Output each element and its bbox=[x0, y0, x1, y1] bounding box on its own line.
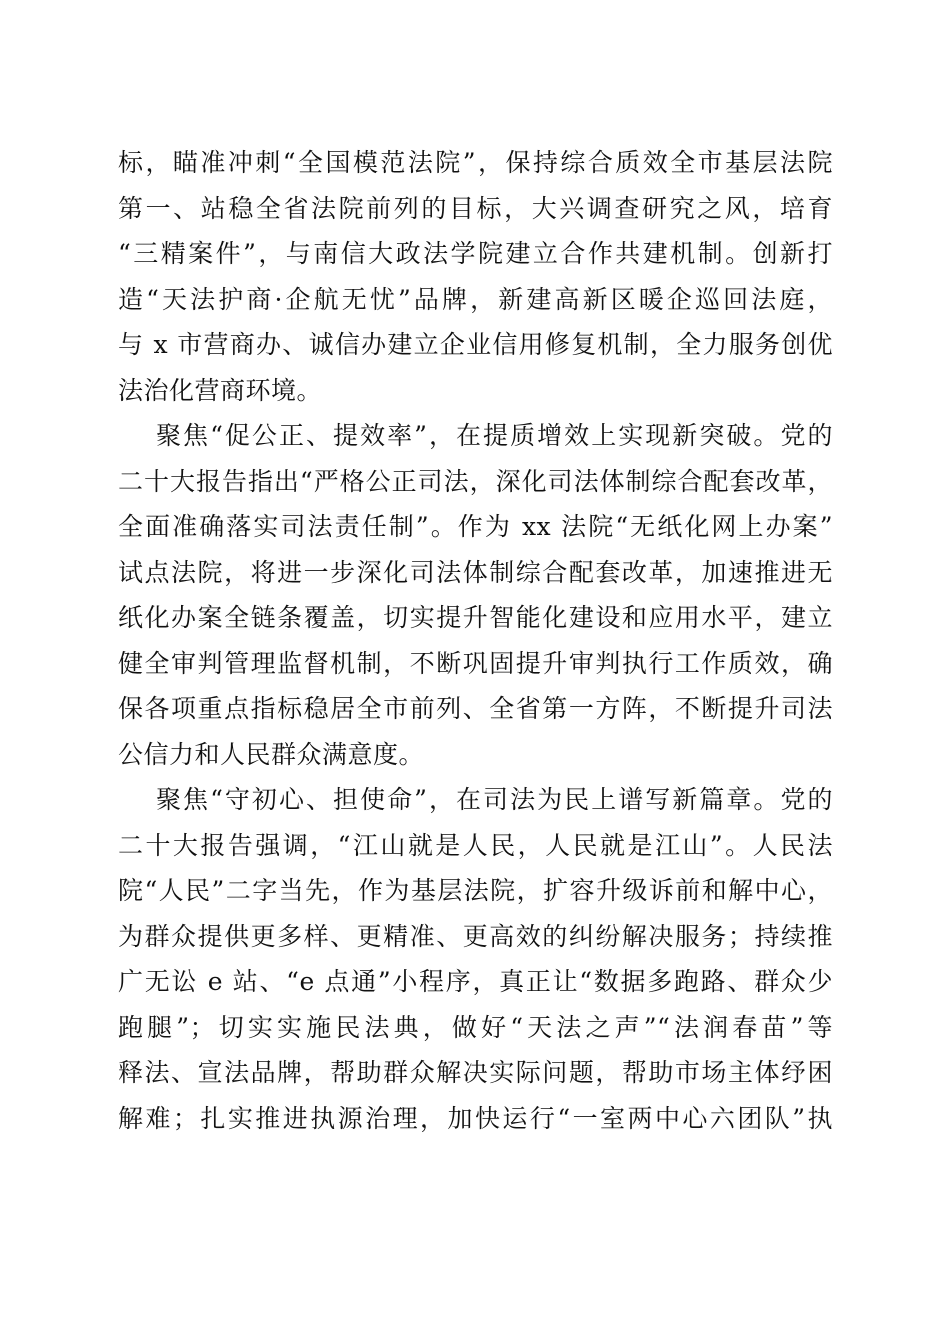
paragraph-1 bbox=[118, 140, 833, 413]
text-line: 保各项重点指标稳居全市前列、全省第一方阵，不断提升司法 bbox=[118, 694, 833, 723]
text-line: 广无讼 e 站、“e 点通”小程序，真正让“数据多跑路、群众少 bbox=[118, 967, 833, 996]
text-line: 与 x 市营商办、诚信办建立企业信用修复机制，全力服务创优 bbox=[118, 330, 833, 359]
paragraph-2 bbox=[118, 413, 833, 777]
text-line: 解难；扎实推进执源治理，加快运行“一室两中心六团队”执 bbox=[118, 1103, 833, 1133]
text-line: “三精案件”，与南信大政法学院建立合作共建机制。创新打 bbox=[118, 239, 833, 268]
text-line: 全面准确落实司法责任制”。作为 xx 法院“无纸化网上办案” bbox=[118, 512, 833, 541]
text-line: 法治化营商环境。 bbox=[118, 375, 323, 405]
paragraph-3 bbox=[118, 777, 833, 1141]
text-line: 聚焦“守初心、担使命”，在司法为民上谱写新篇章。党的 bbox=[156, 785, 833, 814]
text-line: 院“人民”二字当先，作为基层法院，扩容升级诉前和解中心， bbox=[118, 876, 833, 905]
text-line: 试点法院，将进一步深化司法体制综合配套改革，加速推进无 bbox=[118, 557, 833, 587]
text-line: 第一、站稳全省法院前列的目标，大兴调查研究之风，培育 bbox=[118, 193, 833, 223]
text-line: 二十大报告强调，“江山就是人民，人民就是江山”。人民法 bbox=[118, 830, 833, 860]
text-line: 公信力和人民群众满意度。 bbox=[118, 739, 425, 769]
text-line: 健全审判管理监督机制，不断巩固提升审判执行工作质效，确 bbox=[118, 648, 833, 678]
text-line: 释法、宣法品牌，帮助群众解决实际问题，帮助市场主体纾困 bbox=[118, 1058, 833, 1087]
text-line: 为群众提供更多样、更精准、更高效的纠纷解决服务；持续推 bbox=[118, 921, 833, 951]
text-line: 二十大报告指出“严格公正司法，深化司法体制综合配套改革， bbox=[118, 466, 833, 496]
text-line: 跑腿”；切实实施民法典，做好“天法之声”“法润春苗”等 bbox=[118, 1012, 833, 1042]
text-line: 纸化办案全链条覆盖，切实提升智能化建设和应用水平，建立 bbox=[118, 603, 833, 632]
document-body bbox=[118, 140, 833, 1141]
text-line: 造“天法护商·企航无忧”品牌，新建高新区暖企巡回法庭， bbox=[118, 284, 833, 314]
text-line: 聚焦“促公正、提效率”，在提质增效上实现新突破。党的 bbox=[156, 421, 833, 450]
text-line: 标，瞄准冲刺“全国模范法院”，保持综合质效全市基层法院 bbox=[118, 148, 833, 177]
